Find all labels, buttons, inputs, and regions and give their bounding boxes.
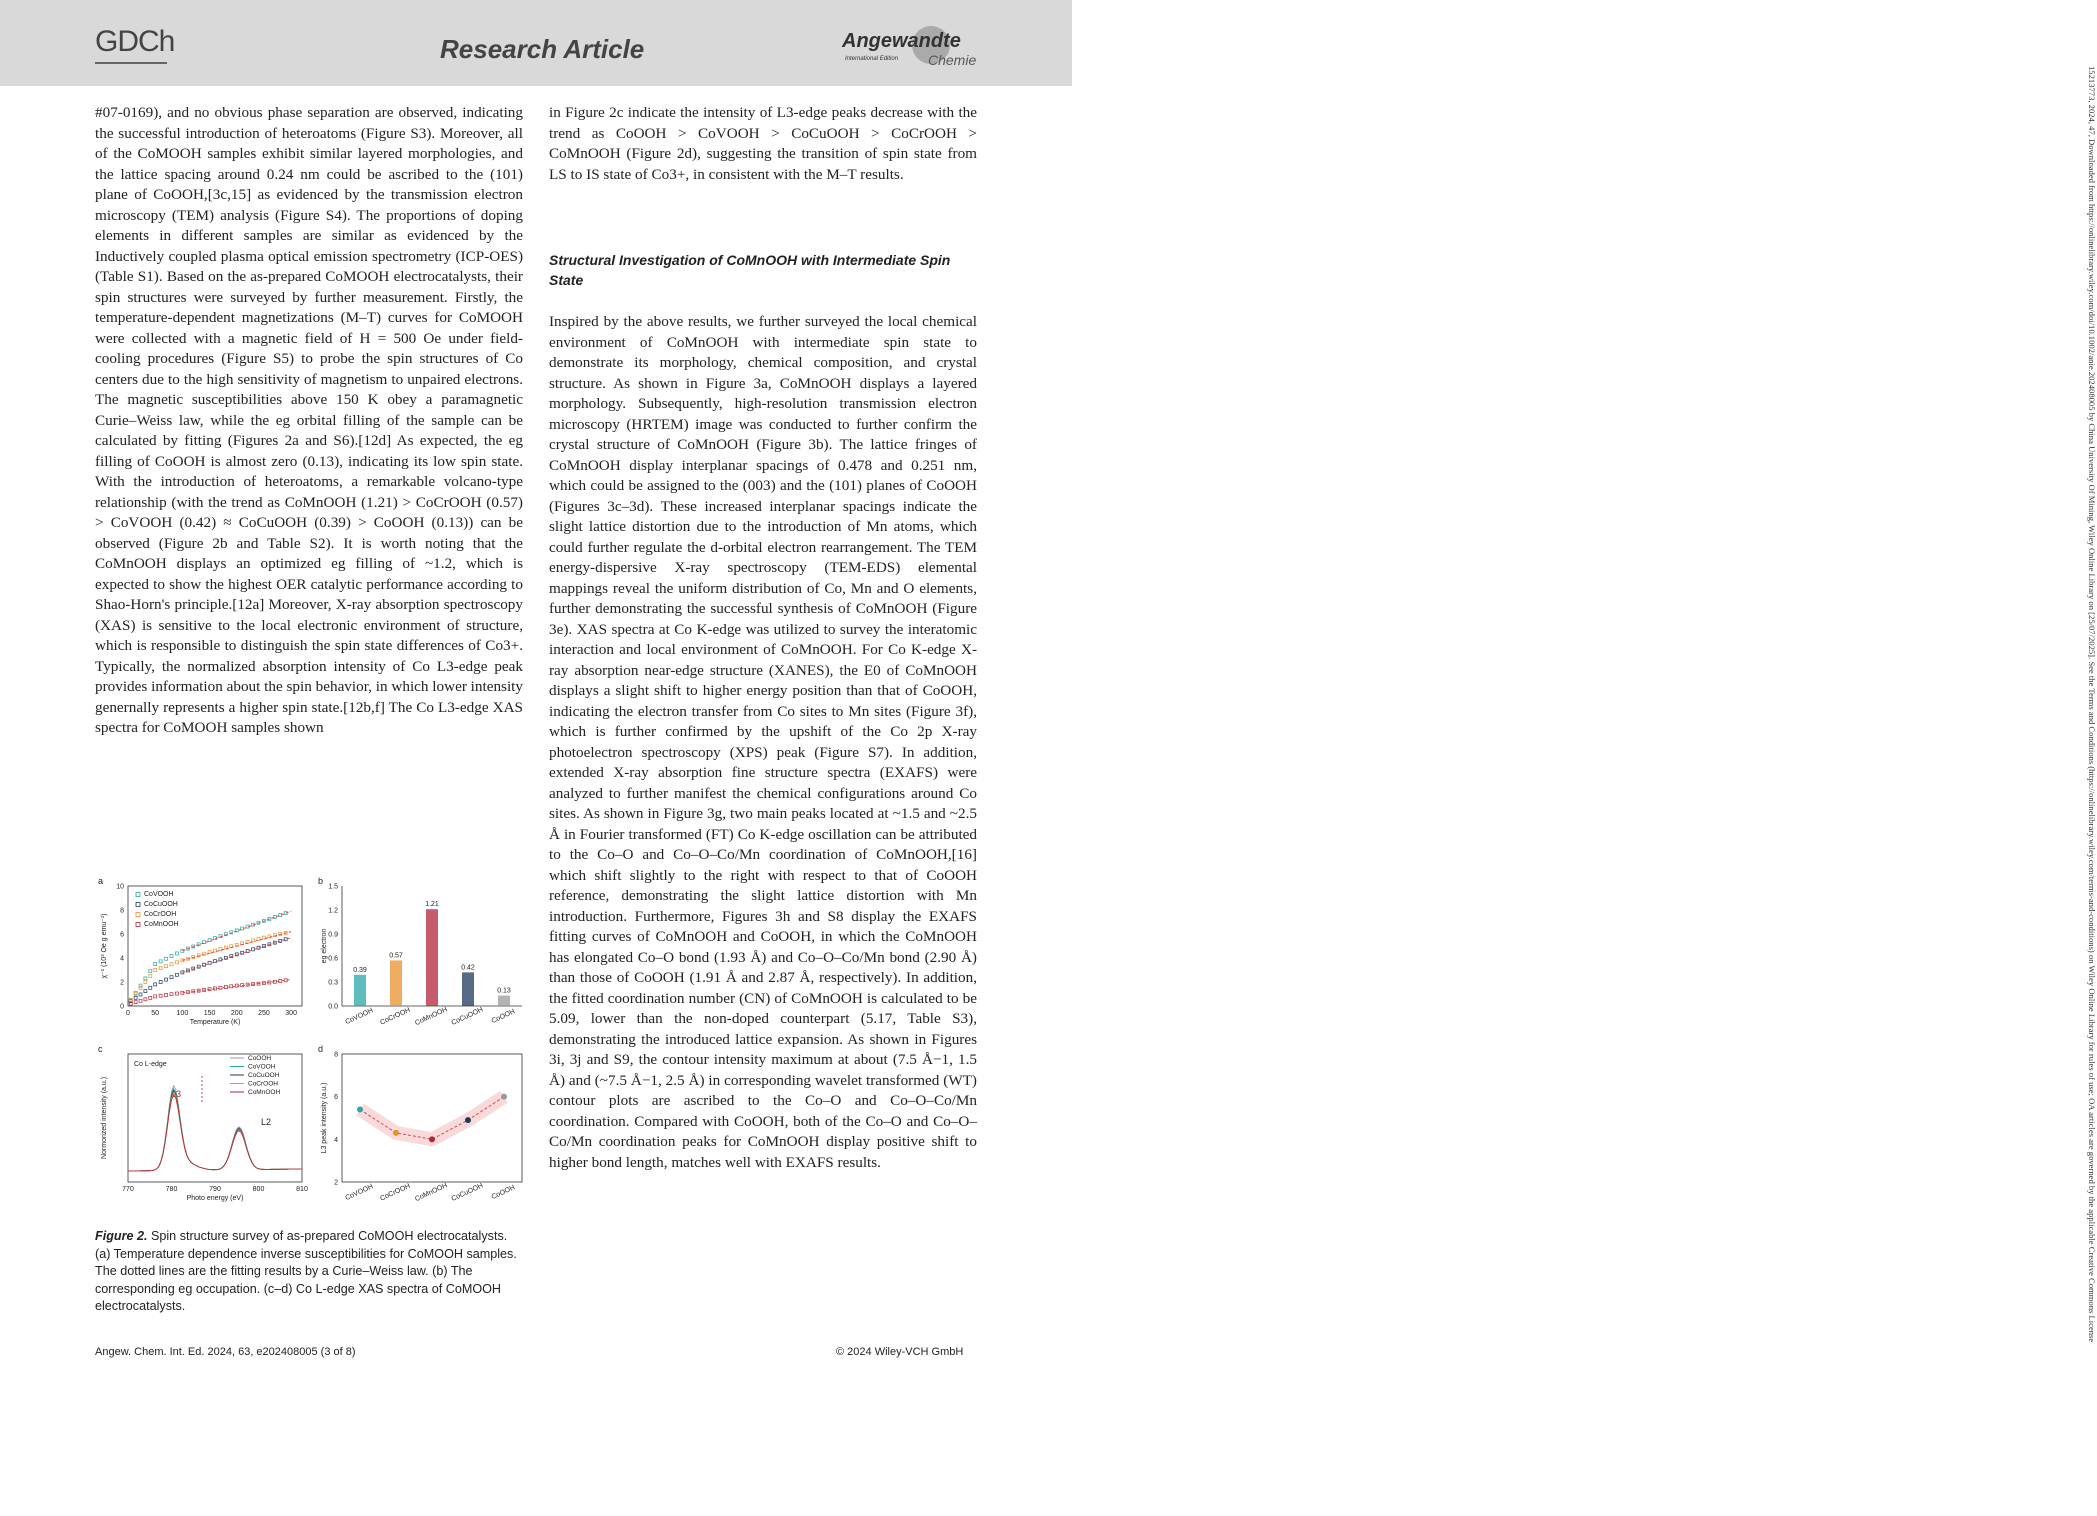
panel-d-category: CoCuOOH [450,1182,485,1203]
panel-c-xtick: 790 [209,1186,221,1193]
panel-c-annotation: Co L-edge [134,1061,167,1068]
panel-d-ylabel: L3 peak intensity (a.u.) [321,1082,328,1154]
panel-b-category: CoCuOOH [450,1006,485,1027]
panel-b-value-label: 0.42 [461,964,475,972]
panel-b-category: CoVOOH [344,1007,375,1027]
journal-logo-main: Angewandte [842,30,961,52]
panel-a-legend-label: CoMnOOH [144,921,179,928]
panel-d-category: CoVOOH [344,1183,375,1203]
right-column-body-text: Inspired by the above results, we further surveyed the local chemical environment of CoMnOOH with intermediate spin state to demonstrate its morphology, chemical composition, and crystal structure. As shown in Figure 3a, CoMnOOH displays a layered morphology. Subsequently, high-resolution transmission electron microscopy (HRTEM) image was conducted to further confirm the crystal structure of CoMnOOH (Figure 3b). The lattice fringes of CoMnOOH display interplanar spacings of 0.478 and 0.251 nm, which could be assigned to the (003) and the (101) planes of CoOOH (Figures 3c–3d). These increased interplanar spacings indicate the slight lattice distortion due to the introduction of Mn atoms, which could further regulate the d-orbital electron rearrangement. The TEM energy-dispersive X-ray spectroscopy (TEM-EDS) elemental mappings reveal the uniform distribution of Co, Mn and O elements, further demonstrating the successful synthesis of CoMnOOH (Figure 3e). XAS spectra at Co K-edge was utilized to survey the interatomic interaction and local environment of CoMnOOH. For Co K-edge X-ray absorption near-edge structure (XANES), the E0 of CoMnOOH displays a slight shift to higher energy position than that of CoOOH, indicating the electron transfer from Co sites to Mn sites (Figure 3f), which is further confirmed by the upshift of the Co 2p X-ray photoelectron spectroscopy (XPS) peak (Figure S7). In addition, extended X-ray absorption fine structure spectra (EXAFS) were analyzed to further manifest the chemical configurations around Co sites. As shown in Figure 3g, two main peaks located at ~1.5 and ~2.5 Å in Fourier transformed (FT) Co K-edge oscillation can be attributed to the Co–O and Co–O–Co/Mn coordination of CoMnOOH,[16] which shift slightly to the right with respect to that of CoOOH reference, demonstrating the slight lattice distortion with Mn introduction. Furthermore, Figures 3h and S8 display the EXAFS fitting curves of CoMnOOH and CoOOH, in which the CoMnOOH has elongated Co–O bond (1.93 Å) and Co–O–Co/Mn bond (2.90 Å) than those of CoOOH (1.91 Å and 2.87 Å, respectively). In addition, the fitted coordination number (CN) of CoMnOOH is calculated to be 5.09, lower than the non-doped counterpart (5.17, Table S3), demonstrating the introduced lattice expansion. As shown in Figures 3i, 3j and S9, the contour intensity maximum at about (7.5 Å−1, 1.5 Å) and (~7.5 Å−1, 2.5 Å) in corresponding wavelet transformed (WT) contour plots are ascribed to the Co–O and Co–O–Co/Mn coordination. Compared with CoOOH, both of the Co–O and Co–O–Co/Mn coordination peaks for CoMnOOH display positive shift to higher bond length, matches well with EXAFS results. [549,313,977,1171]
panel-a-point-CoVOOH [149,970,152,973]
panel-a-point-CoCuOOH [139,993,142,996]
right-column-top-text: in Figure 2c indicate the intensity of L3-edge peaks decrease with the trend as CoOOH > CoVOOH > CoCuOOH > CoCrOOH > CoMnOOH (Figure 2d), suggesting the transition of spin state from LS to IS state of Co3+, in consistent with the M–T results. [549,104,977,183]
panel-a-point-CoCrOOH [144,981,147,984]
panel-a-legend-label: CoVOOH [144,891,174,898]
panel-a-point-CoCrOOH [170,963,173,966]
panel-b-category: CoMnOOH [414,1006,449,1028]
gdch-logo-underline [95,62,167,64]
panel-c-legend-label: CoOOH [248,1055,272,1062]
panel-a-ytick: 2 [120,979,124,987]
panel-a-point-CoMnOOH [165,993,168,996]
journal-logo-edition: International Edition [845,56,899,62]
panel-a-point-CoCrOOH [154,969,157,972]
download-sidebar [1040,30,2097,1490]
panel-d-ytick: 8 [334,1051,338,1059]
panel-a-point-CoCuOOH [175,973,178,976]
panel-a-ylabel: χ⁻¹ (10³ Oe g emu⁻¹) [101,913,108,979]
panel-a-point-CoVOOH [154,963,157,966]
panel-a-point-CoMnOOH [134,1001,137,1004]
panel-d-ytick: 4 [334,1136,338,1144]
panel-a-point-CoVOOH [165,957,168,960]
panel-a-legend-label: CoCuOOH [144,901,178,908]
figure-2-svg [90,870,530,1215]
panel-a-xtick: 200 [230,1010,243,1017]
caption-text: Spin structure survey of as-prepared CoMOOH electrocatalysts. (a) Temperature dependence inverse susceptibilities for CoMOOH samples. The dotted lines are the fitting results by a Curie–Weiss law. (b) The corresponding eg occupation. (c–d) Co L-edge XAS spectra of CoMOOH electrocatalysts. [95,1229,517,1313]
panel-a-point-CoCuOOH [170,976,173,979]
panel-c-spectrum-CoVOOH [128,1089,302,1171]
panel-a-ytick: 10 [116,883,124,891]
panel-c-L2-label: L2 [260,1117,272,1127]
panel-b-bar-CoMnOOH [426,909,438,1006]
panel-b-ytick: 0.6 [328,955,338,963]
panel-a-point-CoMnOOH [139,999,142,1002]
figure-2 [90,870,530,1215]
panel-a-point-CoMnOOH [144,998,147,1001]
panel-a-point-CoCuOOH [165,978,168,981]
panel-d-point-CoOOH [501,1094,507,1100]
panel-b-ytick: 0.3 [328,979,338,987]
panel-d-category: CoOOH [490,1184,517,1202]
download-notice[interactable]: 15213773, 2024, 47, Downloaded from https://onlinelibrary.wiley.com/doi/10.1002/anie.202408005 by China University Of Mining, Wiley Online Library on [25/07/2025]. See the Terms and Conditions (https://onlinelibrary.wiley.com/terms-and-conditions) on Wiley Online Library for rules of use; OA articles are governed by the applicable Creative Commons License [2087,66,2097,1343]
right-column-top [549,103,977,185]
panel-a-point-CoMnOOH [154,995,157,998]
panel-c-spectrum-CoMnOOH [128,1095,302,1171]
panel-a-xlabel: Temperature (K) [189,1019,241,1026]
panel-a-point-CoVOOH [159,960,162,963]
panel-c-L3-label: L3 [170,1089,182,1099]
panel-b-value-label: 1.21 [425,901,439,909]
panel-a-xtick: 250 [258,1010,270,1017]
figure-caption [95,1228,523,1316]
panel-a-point-CoVOOH [144,977,147,980]
panel-a-fit-line [182,980,291,993]
panel-a-fit-line [182,911,291,951]
panel-b-bar-CoVOOH [354,975,366,1006]
panel-d-band [360,1097,504,1140]
panel-a-xtick: 50 [151,1010,160,1017]
panel-a-point-CoCuOOH [159,981,162,984]
section-heading: Structural Investigation of CoMnOOH with Intermediate Spin State [549,252,951,288]
panel-d-ytick: 6 [334,1094,338,1102]
panel-a-point-CoVOOH [175,952,178,955]
panel-c-legend-label: CoCuOOH [248,1072,280,1079]
panel-b-value-label: 0.13 [497,987,511,995]
panel-d-point-CoVOOH [357,1106,363,1112]
panel-a-point-CoMnOOH [159,994,162,997]
panel-c-xtick: 780 [165,1186,178,1193]
panel-b-ytick: 0.0 [328,1003,338,1011]
panel-a-xtick: 300 [285,1010,297,1017]
panel-a-legend-marker [136,893,140,897]
footer-copyright: © 2024 Wiley-VCH GmbH [836,1346,964,1358]
panel-a-legend-marker [136,913,140,917]
panel-a-point-CoCuOOH [149,986,152,989]
panel-c-spectrum-CoCuOOH [128,1091,302,1171]
panel-a-point-CoCrOOH [165,965,168,968]
panel-c-xlabel: Photo energy (eV) [186,1195,244,1202]
panel-a-legend-marker [136,923,140,927]
panel-c-spectrum-CoCrOOH [128,1093,302,1171]
panel-b-value-label: 0.57 [389,952,403,960]
panel-c-xtick: 810 [296,1186,308,1193]
panel-a-legend-label: CoCrOOH [144,911,177,918]
panel-c-spectrum-CoOOH [128,1086,302,1171]
panel-a-ytick: 6 [120,931,124,939]
panel-letter-c: c [98,1044,103,1054]
panel-d-category: CoCrOOH [379,1182,412,1203]
panel-b-ylabel: eg electron [321,928,328,964]
panel-a-xtick: 0 [126,1010,130,1017]
panel-a-ytick: 4 [120,955,124,963]
article-type: Research Article [440,34,645,64]
footer-citation: Angew. Chem. Int. Ed. 2024, 63, e202408005 (3 of 8) [95,1346,356,1358]
left-column [95,103,523,739]
panel-a-point-CoMnOOH [175,992,178,995]
panel-a-xtick: 150 [203,1010,216,1017]
panel-b-category: CoOOH [490,1008,517,1026]
panel-d-point-CoCrOOH [393,1130,399,1136]
panel-a-xtick: 100 [176,1010,189,1017]
panel-b-bar-CoCrOOH [390,960,402,1006]
panel-d-ytick: 2 [334,1179,338,1187]
panel-letter-d: d [318,1044,324,1054]
panel-letter-a: a [98,876,104,886]
panel-a-legend-marker [136,903,140,907]
gdch-logo: GDCh [95,25,175,58]
panel-b-ytick: 0.9 [328,931,338,939]
panel-d-category: CoMnOOH [414,1182,449,1204]
panel-b-category: CoCrOOH [379,1006,412,1027]
page-header [0,0,1072,86]
panel-c-xtick: 800 [252,1186,265,1193]
panel-b-value-label: 0.39 [353,966,367,974]
panel-c-legend-label: CoVOOH [248,1063,276,1071]
panel-a-point-CoCrOOH [159,967,162,970]
panel-c-legend-label: CoCrOOH [248,1080,278,1088]
journal-logo-sub: Chemie [928,52,977,68]
panel-b-ytick: 1.2 [328,907,338,915]
right-column-body [549,312,977,1173]
panel-a-point-CoCrOOH [149,975,152,978]
panel-a-point-CoMnOOH [149,996,152,999]
panel-b-bar-CoOOH [498,996,510,1006]
panel-a-ytick: 0 [120,1003,124,1011]
panel-a-point-CoCrOOH [175,961,178,964]
panel-b-bar-CoCuOOH [462,972,474,1006]
panel-a-point-CoCuOOH [134,996,137,999]
panel-a-point-CoCuOOH [154,983,157,986]
panel-a-point-CoMnOOH [170,993,173,996]
panel-a-ytick: 8 [120,907,124,915]
left-column-text: #07-0169), and no obvious phase separation are observed, indicating the successful introduction of heteroatoms (Figure S3). Moreover, all of the CoMOOH samples exhibit similar layered morphologies, and the lattice spacing around 0.24 nm could be ascribed to the (101) plane of CoOOH,[3c,15] as evidenced by the transmission electron microscopy (TEM) analysis (Figure S4). The proportions of doping elements in different samples are similar as evidenced by the Inductively coupled plasma optical emission spectrometry (ICP-OES) (Table S1). Based on the as-prepared CoMOOH electrocatalysts, their spin structures were surveyed by further measurement. Firstly, the temperature-dependent magnetizations (M–T) curves for CoMOOH were collected with a magnetic field of H = 500 Oe under field-cooling procedures (Figure S5) to probe the spin structures of Co centers due to the high sensitivity of magnetism to unpaired electrons. The magnetic susceptibilities above 150 K obey a paramagnetic Curie–Weiss law, while the eg orbital filling of the sample can be calculated by fitting (Figures 2a and S6).[12d] As expected, the eg filling of CoOOH is almost zero (0.13), indicating its low spin state. With the introduction of heteroatoms, a remarkable volcano-type relationship (with the trend as CoMnOOH (1.21) > CoCrOOH (0.57) > CoVOOH (0.42) ≈ CoCuOOH (0.39) > CoOOH (0.13)) can be observed (Figure 2b and Table S2). It is worth noting that the CoMnOOH displays an optimized eg filling of ~1.2, which is expected to show the highest OER catalytic performance according to Shao-Horn's principle.[12a] Moreover, X-ray absorption spectroscopy (XAS) is sensitive to the local electronic environment of structure, which is responsible to distinguish the spin state differences of Co3+. Typically, the normalized absorption intensity of Co L3-edge peak provides information about the spin behavior, in which lower intensity genernally represents a higher spin state.[12b,f] The Co L3-edge XAS spectra for CoMOOH samples shown [95,104,523,736]
panel-a-point-CoVOOH [170,955,173,958]
panel-b-ytick: 1.5 [328,883,338,891]
panel-c-xtick: 770 [122,1186,134,1193]
panel-letter-b: b [318,876,324,886]
panel-d-point-CoCuOOH [465,1117,471,1123]
panel-c-legend-label: CoMnOOH [248,1089,281,1096]
panel-a-point-CoCuOOH [144,990,147,993]
caption-label: Figure 2. [95,1229,148,1243]
panel-c-ylabel: Normorized intensity (a.u.) [101,1076,108,1160]
panel-d-point-CoMnOOH [429,1136,435,1142]
